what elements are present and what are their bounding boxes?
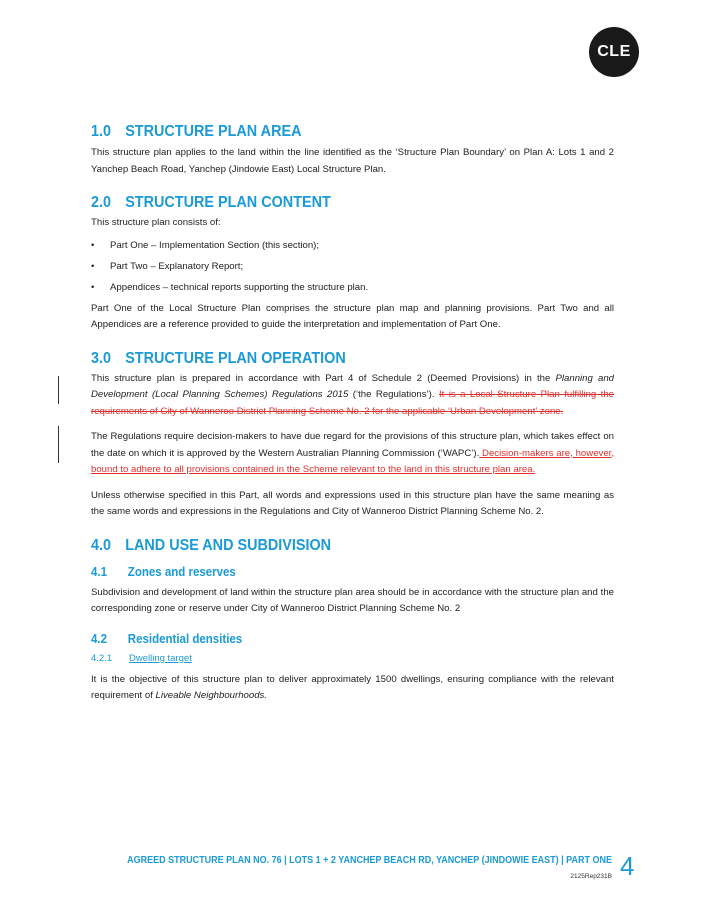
paragraph: This structure plan applies to the land within the line identified as the ‘Structure Plan Boundary’ on Plan A: Lots 1 and 2 Yanchep Beach Road, Yanchep (Jindowie East) Local Structure Plan.	[91, 147, 614, 175]
paragraph: This structure plan is prepared in accordance with Part 4 of Schedule 2 (Deemed Provisions) in the Planning and Development (Local Planning Schemes) Regulations 2015 (‘the Regulations’). It is a Local Structure Plan fulfilling the requirements of City of Wanneroo District Planning Scheme No. 2 for the applicable ‘Urban Development’ zone.	[91, 372, 614, 417]
document-reference: 2125Rep231B	[570, 873, 612, 880]
deleted-text: It is a Local Structure Plan fulfilling the requirements of City of Wanneroo District Planning Scheme No. 2 for the applicable ‘Urban Development’ zone.	[91, 389, 614, 417]
section-heading-1: 1.0 STRUCTURE PLAN AREA	[91, 123, 302, 140]
paragraph: The Regulations require decision-makers to have due regard for the provisions of this structure plan, which takes effect on the date on which it is approved by the Western Australian Planning Commission (‘WAPC’). Decision-makers are, however, bound to adhere to all provisions contained in the Scheme relevant to the land in this structure plan area.	[91, 431, 614, 475]
section-heading-2: 2.0 STRUCTURE PLAN CONTENT	[91, 194, 331, 211]
change-bar	[58, 426, 59, 463]
inserted-text: Decision-makers are, however, bound to adhere to all provisions contained in the Scheme relevant to the land in this structure plan area.	[91, 447, 614, 475]
paragraph: It is the objective of this structure plan to deliver approximately 1500 dwellings, ensuring compliance with the relevant requirement of Liveable Neighbourhoods.	[91, 673, 614, 701]
cle-logo	[589, 27, 639, 77]
list-item: • Part One – Implementation Section (this section);	[91, 239, 614, 253]
subsection-heading-4-2: 4.2 Residential densities	[91, 631, 243, 646]
logo-text: CLE	[597, 43, 631, 60]
footer-title: AGREED STRUCTURE PLAN NO. 76 | LOTS 1 + 2 YANCHEP BEACH RD, YANCHEP (JINDOWIE EAST) | PART ONE	[127, 855, 613, 866]
change-bar	[58, 376, 59, 404]
page-number: 4	[620, 851, 635, 881]
paragraph: Subdivision and development of land within the structure plan area should be in accordance with the structure plan and the corresponding zone or reserve under City of Wanneroo District Planning Scheme No. 2	[91, 586, 614, 614]
list-item: • Appendices – technical reports supporting the structure plan.	[91, 281, 614, 295]
paragraph: Unless otherwise specified in this Part, all words and expressions used in this structure plan have the same meaning as the same words and expressions in the Regulations and City of Wanneroo District Planning Scheme No. 2.	[91, 489, 614, 517]
subsection-heading-4-1: 4.1 Zones and reserves	[91, 564, 236, 579]
section-heading-4: 4.0 LAND USE AND SUBDIVISION	[91, 536, 332, 554]
page-content	[91, 122, 614, 705]
section-heading-3: 3.0 STRUCTURE PLAN OPERATION	[91, 349, 346, 367]
paragraph: This structure plan consists of:	[91, 217, 221, 228]
list-item: • Part Two – Explanatory Report;	[91, 260, 614, 274]
content-list	[91, 239, 614, 295]
subsection-heading-4-2-1: 4.2.1 Dwelling target	[91, 652, 192, 664]
paragraph: Part One of the Local Structure Plan comprises the structure plan map and planning provisions. Part Two and all Appendices are a reference provided to guide the interpretation and implementation of Part One.	[91, 302, 614, 330]
